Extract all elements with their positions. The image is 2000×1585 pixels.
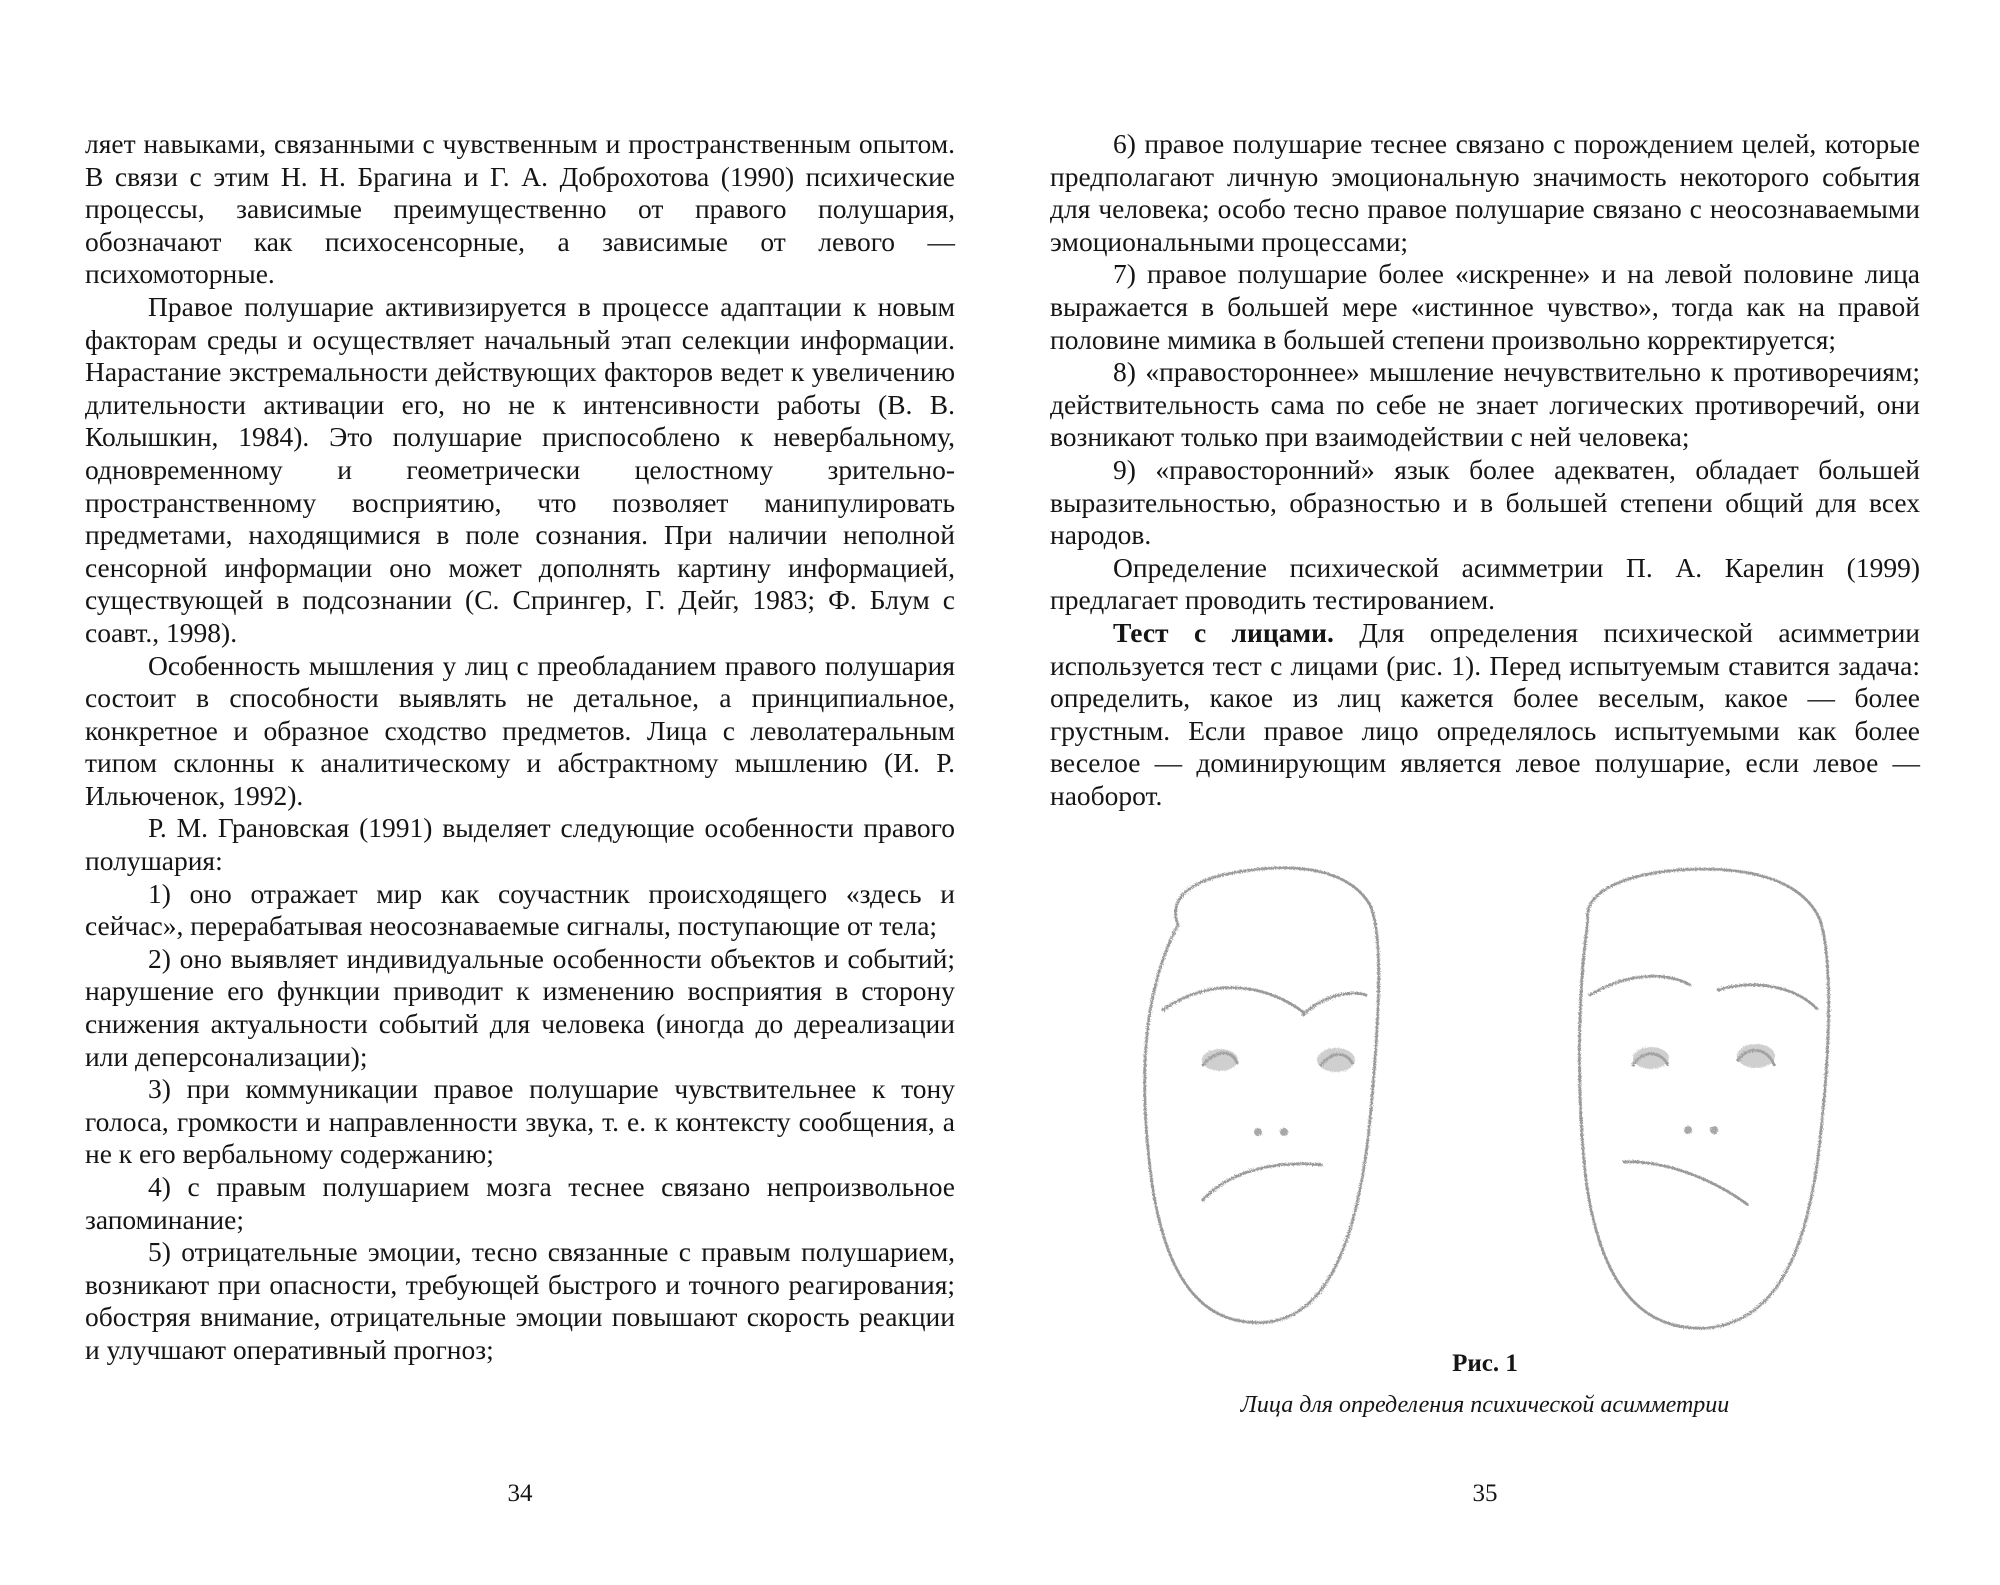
right-face-nostril (1684, 1126, 1692, 1134)
paragraph: ляет навыками, связанными с чувственным и пространственным опытом. В связи с этим Н. Н. Брагина и Г. А. Доброхотова (1990) психические процессы, зависимые преимущественно от правого полушария, обозначают как психосенсорные, а зависимые от левого — психомоторные. (85, 128, 955, 290)
list-item: 8) «правостороннее» мышление нечувствительно к противоречиям; действительность сама по себе не знает логических противоречий, они возникают только при взаимодействии с ней человека; (1050, 356, 1920, 453)
list-item: 6) правое полушарие теснее связано с порождением целей, которые предполагают личную эмоциональную значимость некоторого события для человека; особо тесно правое полушарие связано с неосознаваемыми эмоциональными процессами; (1050, 128, 1920, 257)
page-number-right: 35 (1472, 1480, 1498, 1507)
left-face-eye-right (1317, 1048, 1355, 1072)
list-item: 2) оно выявляет индивидуальные особенности объектов и событий; нарушение его функции приводит к изменению восприятия в сторону снижения актуальности событий для человека (иногда до дереализации или деперсонализации); (85, 942, 955, 1072)
list-item: 3) при коммуникации правое полушарие чувствительнее к тону голоса, громкости и направленности звука, т. е. к контексту сообщения, а не к его вербальному содержанию; (85, 1073, 955, 1170)
left-face-nostril (1254, 1128, 1262, 1136)
left-face-nostril (1280, 1128, 1288, 1136)
figure-label: Рис. 1 (1452, 1350, 1518, 1377)
right-face-eye-right (1737, 1044, 1775, 1068)
paragraph: Особенность мышления у лиц с преобладанием правого полушария состоит в способности выявлять не детальное, а принципиальное, конкретное и образное сходство предметов. Лица с леволатеральным типом склонны к аналитическому и абстрактному мышлению (И. Р. Ильюченок, 1992). (85, 649, 955, 811)
test-body: Для определения психической асимметрии используется тест с лицами (рис. 1). Перед испытуемым ставится задача: определить, какое из лиц кажется более веселым, какое — более грустным. Если правое лицо определялось испытуемыми как более веселое — доминирующим является левое полушарие, если левое — наоборот. (1050, 616, 1920, 811)
right-face (1579, 869, 1828, 1328)
faces-drawing (1108, 860, 1908, 1340)
faces-figure (1108, 860, 1908, 1340)
figure-caption: Лица для определения психической асимметрии (1240, 1392, 1730, 1418)
list-item: 5) отрицательные эмоции, тесно связанные с правым полушарием, возникают при опасности, требующей быстрого и точного реагирования; обостряя внимание, отрицательные эмоции повышают скорость реакции и улучшают оперативный прогноз; (85, 1236, 955, 1365)
list-item: 4) с правым полушарием мозга теснее связано непроизвольное запоминание; (85, 1171, 955, 1235)
list-item: 7) правое полушарие более «искренне» и на левой половине лица выражается в большей мере «истинное чувство», тогда как на правой половине мимика в большей степени произвольно корректируется; (1050, 258, 1920, 355)
paragraph: Р. М. Грановская (1991) выделяет следующие особенности правого полушария: (85, 812, 955, 877)
right-page-text (1050, 128, 1920, 812)
right-face-eye-left (1633, 1047, 1669, 1069)
left-face-eye-left (1202, 1049, 1238, 1071)
right-face-nostril (1710, 1126, 1718, 1134)
left-face (1145, 868, 1379, 1323)
list-item: 9) «правосторонний» язык более адекватен, обладает большей выразительностью, образностью и в большей степени общий для всех народов. (1050, 453, 1920, 551)
test-paragraph (1050, 617, 1920, 813)
paragraph: Определение психической асимметрии П. А. Карелин (1999) предлагает проводить тестированием. (1050, 551, 1920, 616)
page-number-left: 34 (507, 1480, 533, 1507)
test-heading: Тест с лицами. (1113, 616, 1334, 648)
left-page-text (85, 128, 955, 1367)
paragraph: Правое полушарие активизируется в процессе адаптации к новым факторам среды и осуществляет начальный этап селекции информации. Нарастание экстремальности действующих факторов ведет к увеличению длительности активации его, но не к интенсивности работы (В. В. Колышкин, 1984). Это полушарие приспособлено к невербальному, одновременному и геометрически целостному зрительно-пространственному восприятию, что позволяет манипулировать предметами, находящимися в поле сознания. При наличии неполной сенсорной информации оно может дополнять картину информацией, существующей в подсознании (С. Спрингер, Г. Дейг, 1983; Ф. Блум с соавт., 1998). (85, 290, 955, 648)
list-item: 1) оно отражает мир как соучастник происходящего «здесь и сейчас», перерабатывая неосознаваемые сигналы, поступающие от тела; (85, 877, 955, 942)
